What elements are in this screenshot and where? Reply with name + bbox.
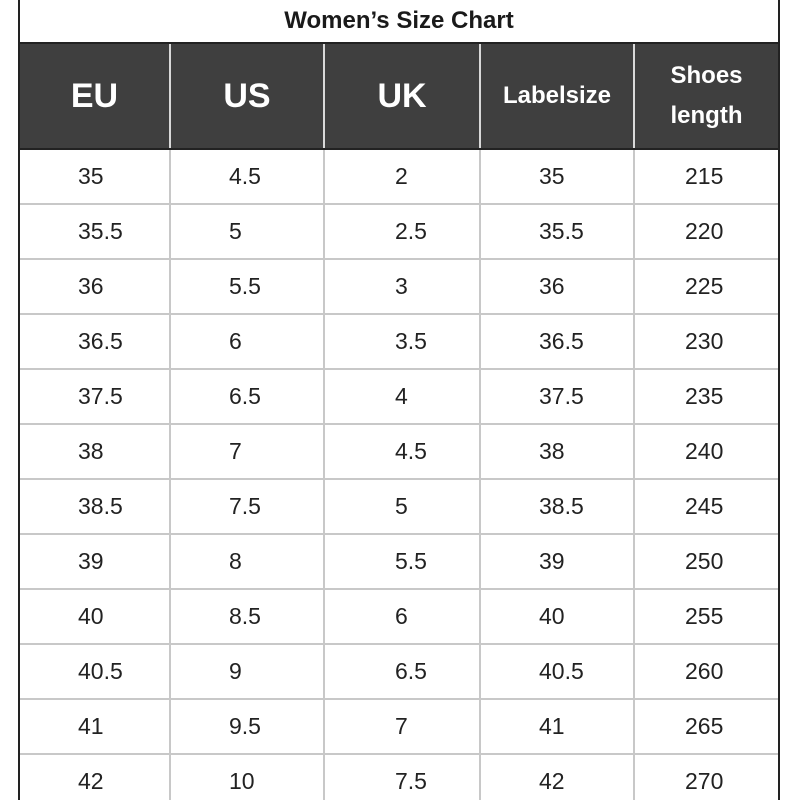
cell-labelsize: 41 [480, 699, 634, 754]
column-header-uk: UK [324, 44, 480, 149]
table-body [20, 149, 778, 800]
column-header-shoes-length-line2: length [670, 102, 743, 129]
table-row [20, 534, 778, 589]
cell-shoes-length: 235 [634, 369, 778, 424]
cell-shoes-length: 270 [634, 754, 778, 800]
table-row [20, 369, 778, 424]
size-table [20, 44, 778, 800]
cell-uk: 3 [324, 259, 480, 314]
table-row [20, 699, 778, 754]
cell-shoes-length: 220 [634, 204, 778, 259]
cell-eu: 37.5 [20, 369, 170, 424]
table-row [20, 204, 778, 259]
cell-labelsize: 39 [480, 534, 634, 589]
cell-us: 9 [170, 644, 324, 699]
cell-labelsize: 35 [480, 149, 634, 204]
cell-eu: 38 [20, 424, 170, 479]
cell-us: 7 [170, 424, 324, 479]
cell-shoes-length: 245 [634, 479, 778, 534]
cell-us: 8 [170, 534, 324, 589]
cell-labelsize: 42 [480, 754, 634, 800]
cell-us: 10 [170, 754, 324, 800]
cell-uk: 2.5 [324, 204, 480, 259]
cell-uk: 6 [324, 589, 480, 644]
cell-uk: 7.5 [324, 754, 480, 800]
cell-labelsize: 36 [480, 259, 634, 314]
cell-us: 5 [170, 204, 324, 259]
cell-us: 4.5 [170, 149, 324, 204]
cell-eu: 36.5 [20, 314, 170, 369]
cell-shoes-length: 250 [634, 534, 778, 589]
cell-eu: 35.5 [20, 204, 170, 259]
cell-eu: 38.5 [20, 479, 170, 534]
cell-labelsize: 38 [480, 424, 634, 479]
cell-us: 7.5 [170, 479, 324, 534]
cell-eu: 36 [20, 259, 170, 314]
table-row [20, 149, 778, 204]
column-header-shoes-length [634, 44, 778, 149]
cell-us: 8.5 [170, 589, 324, 644]
cell-eu: 39 [20, 534, 170, 589]
cell-eu: 41 [20, 699, 170, 754]
cell-shoes-length: 240 [634, 424, 778, 479]
cell-labelsize: 35.5 [480, 204, 634, 259]
table-row [20, 589, 778, 644]
cell-uk: 7 [324, 699, 480, 754]
chart-title: Women’s Size Chart [20, 0, 778, 44]
column-header-labelsize: Labelsize [480, 44, 634, 149]
cell-uk: 2 [324, 149, 480, 204]
column-header-shoes-length-line1: Shoes [670, 62, 743, 89]
table-header [20, 44, 778, 149]
table-row [20, 754, 778, 800]
size-chart [18, 0, 780, 800]
cell-uk: 6.5 [324, 644, 480, 699]
cell-shoes-length: 255 [634, 589, 778, 644]
cell-labelsize: 37.5 [480, 369, 634, 424]
cell-uk: 5.5 [324, 534, 480, 589]
cell-shoes-length: 260 [634, 644, 778, 699]
cell-us: 5.5 [170, 259, 324, 314]
cell-uk: 5 [324, 479, 480, 534]
cell-labelsize: 40.5 [480, 644, 634, 699]
table-row [20, 644, 778, 699]
cell-shoes-length: 225 [634, 259, 778, 314]
cell-labelsize: 40 [480, 589, 634, 644]
cell-eu: 42 [20, 754, 170, 800]
table-row [20, 479, 778, 534]
column-header-eu: EU [20, 44, 170, 149]
cell-uk: 4.5 [324, 424, 480, 479]
cell-uk: 3.5 [324, 314, 480, 369]
cell-labelsize: 38.5 [480, 479, 634, 534]
cell-eu: 40 [20, 589, 170, 644]
cell-uk: 4 [324, 369, 480, 424]
cell-us: 9.5 [170, 699, 324, 754]
cell-shoes-length: 230 [634, 314, 778, 369]
table-row [20, 424, 778, 479]
column-header-us: US [170, 44, 324, 149]
cell-us: 6.5 [170, 369, 324, 424]
cell-shoes-length: 265 [634, 699, 778, 754]
table-row [20, 259, 778, 314]
table-row [20, 314, 778, 369]
cell-eu: 40.5 [20, 644, 170, 699]
cell-us: 6 [170, 314, 324, 369]
cell-shoes-length: 215 [634, 149, 778, 204]
header-row [20, 44, 778, 149]
cell-eu: 35 [78, 163, 104, 189]
cell-labelsize: 36.5 [480, 314, 634, 369]
